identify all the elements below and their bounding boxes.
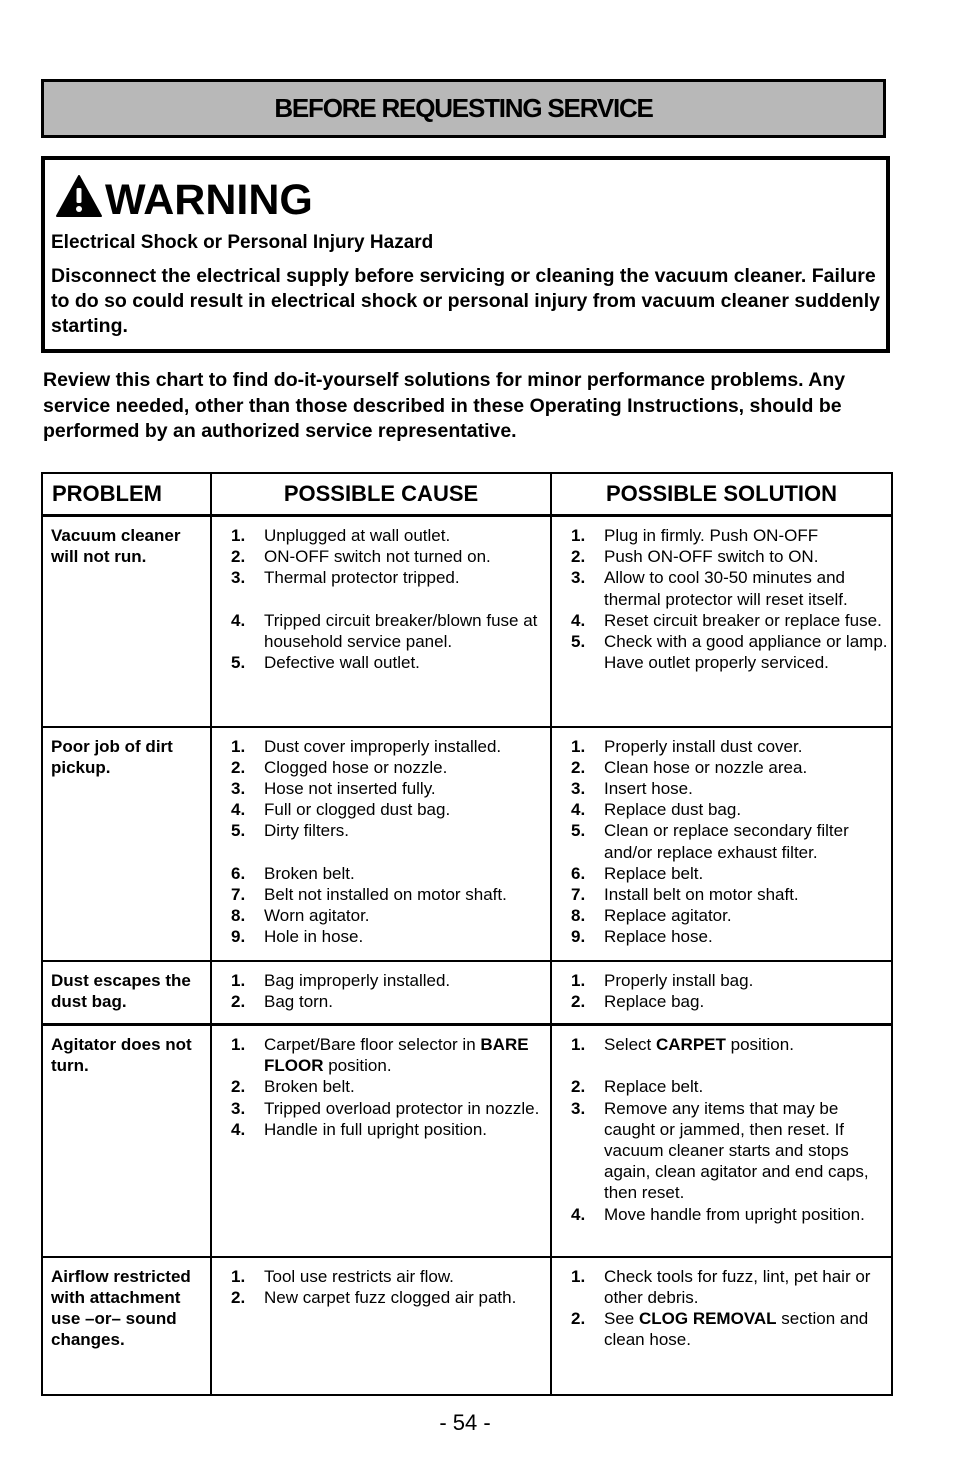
list-item <box>231 863 550 884</box>
item-text: Tool use restricts air flow. <box>264 1266 454 1286</box>
item-text: Properly install dust cover. <box>604 736 803 756</box>
item-text: Replace bag. <box>604 991 705 1011</box>
solution-cell <box>551 516 892 727</box>
item-number: 5. <box>231 653 246 673</box>
cause-cell <box>211 1257 551 1395</box>
item-text: Full or clogged dust bag. <box>264 800 451 820</box>
item-text-bold: CLOG REMOVAL <box>638 1308 777 1328</box>
item-number: 3. <box>231 778 246 798</box>
list-item <box>571 820 891 862</box>
item-text-bold: BARE FLOOR <box>264 1035 529 1076</box>
item-number: 2. <box>231 991 246 1011</box>
solution-list <box>552 962 891 1012</box>
warning-text: Disconnect the electrical supply before servicing or cleaning the vacuum cleaner. Failure to do so could result in electrical shock or personal injury from vacuum cleaner suddenly starting. <box>51 265 880 337</box>
item-number: 6. <box>231 863 246 883</box>
warning-triangle-icon <box>55 174 103 218</box>
item-text: Unplugged at wall outlet. <box>264 526 451 545</box>
cause-cell <box>211 1025 551 1257</box>
list-item <box>571 1308 891 1350</box>
item-number: 9. <box>231 927 246 947</box>
cause-list <box>212 1026 550 1140</box>
cause-cell <box>211 727 551 961</box>
list-item <box>571 610 891 631</box>
list-item <box>231 926 550 947</box>
solution-list <box>552 1026 891 1225</box>
header-cause: POSSIBLE CAUSE <box>211 473 551 516</box>
table-row <box>42 961 892 1025</box>
item-text: Hole in hose. <box>264 927 364 947</box>
item-text: Check tools for fuzz, lint, pet hair or other debris. <box>604 1266 871 1307</box>
item-text: Replace belt. <box>604 1077 704 1097</box>
item-text: Install belt on motor shaft. <box>604 884 799 904</box>
item-text: Clogged hose or nozzle. <box>264 757 448 777</box>
item-number: 1. <box>571 1266 586 1286</box>
item-text: Reset circuit breaker or replace fuse. <box>604 610 882 630</box>
item-text-part: position. <box>323 1056 392 1076</box>
item-text: Replace belt. <box>604 863 704 883</box>
solution-cell <box>551 1257 892 1395</box>
item-text: Broken belt. <box>264 1077 355 1097</box>
item-number: 8. <box>571 906 586 926</box>
item-number: 2. <box>231 547 246 567</box>
item-text <box>264 1034 550 1076</box>
item-number: 6. <box>571 863 586 883</box>
item-text: Worn agitator. <box>264 906 370 926</box>
item-number: 1. <box>231 736 246 756</box>
item-number: 4. <box>231 1119 246 1139</box>
item-text: Handle in full upright position. <box>264 1119 488 1139</box>
list-item <box>571 905 891 926</box>
item-text <box>604 1308 891 1350</box>
problem-cell: Poor job of dirt pickup. <box>42 727 211 961</box>
list-item <box>231 525 550 546</box>
item-text-part: Carpet/Bare floor selector in <box>264 1035 481 1054</box>
hazard-label: Electrical Shock or Personal Injury Hazard <box>51 232 434 253</box>
item-text: Bag torn. <box>264 991 333 1011</box>
list-item <box>571 1076 891 1097</box>
list-item <box>571 778 891 799</box>
page-number: - 54 - <box>439 1410 491 1435</box>
warning-box <box>41 156 890 353</box>
item-text: Tripped overload protector in nozzle. <box>264 1098 540 1118</box>
list-item <box>571 1098 891 1204</box>
list-item <box>231 991 550 1012</box>
item-number: 1. <box>231 970 246 990</box>
item-text: Thermal protector tripped. <box>264 568 460 588</box>
item-number: 2. <box>231 1077 246 1097</box>
item-number: 2. <box>231 757 246 777</box>
solution-cell <box>551 727 892 961</box>
list-item <box>231 1034 550 1076</box>
header-solution: POSSIBLE SOLUTION <box>551 473 892 516</box>
list-item <box>231 970 550 991</box>
list-item <box>571 525 891 546</box>
item-text: Dust cover improperly installed. <box>264 736 502 756</box>
item-number: 1. <box>571 970 586 990</box>
item-text: ON-OFF switch not turned on. <box>264 547 491 567</box>
item-text: Clean or replace secondary filter and/or replace exhaust filter. <box>604 821 849 862</box>
item-text: Check with a good appliance or lamp. Have outlet properly serviced. <box>604 632 888 673</box>
list-item <box>571 884 891 905</box>
warning-word: WARNING <box>105 176 313 224</box>
item-number: 4. <box>571 1204 586 1224</box>
item-number: 9. <box>571 927 586 947</box>
warning-heading <box>55 160 880 224</box>
list-item <box>571 1204 891 1225</box>
list-item <box>231 1076 550 1097</box>
solution-list <box>552 517 891 673</box>
intro-paragraph: Review this chart to find do-it-yourself solutions for minor performance problems. Any service needed, other than those described in these Operating Instructions, should be performed by an authorized service representative. <box>43 369 846 442</box>
item-text-part: Select <box>604 1035 656 1054</box>
list-item <box>571 926 891 947</box>
item-number: 7. <box>571 884 586 904</box>
item-text-part: section and clean hose. <box>604 1308 869 1350</box>
item-number: 1. <box>571 1035 586 1054</box>
item-text: Replace agitator. <box>604 906 732 926</box>
item-text: Insert hose. <box>604 778 693 798</box>
cause-list <box>212 728 550 948</box>
item-number: 3. <box>231 1098 246 1118</box>
item-number: 8. <box>231 906 246 926</box>
item-number: 5. <box>571 821 586 841</box>
item-text: Replace hose. <box>604 927 713 947</box>
solution-cell <box>551 1025 892 1257</box>
item-text: Allow to cool 30-50 minutes and thermal protector will reset itself. <box>604 568 848 609</box>
list-item <box>571 631 891 673</box>
list-item <box>231 1287 550 1308</box>
item-text: Plug in firmly. Push ON-OFF <box>604 526 819 545</box>
item-text: Remove any items that may be caught or jammed, then reset. If vacuum cleaner starts and stops again, clean agitator and end caps, then reset. <box>604 1098 869 1203</box>
list-item <box>571 970 891 991</box>
cause-cell <box>211 516 551 727</box>
table-row <box>42 1257 892 1395</box>
item-number: 7. <box>231 884 246 904</box>
cause-list <box>212 517 550 673</box>
item-number: 1. <box>231 526 246 545</box>
item-text: Properly install bag. <box>604 970 754 990</box>
cause-cell <box>211 961 551 1025</box>
list-item <box>231 546 550 567</box>
section-title-bar <box>41 79 886 138</box>
solution-cell <box>551 961 892 1025</box>
list-item <box>571 863 891 884</box>
problem-cell: Airflow restricted with attachment use –or– sound changes. <box>42 1257 211 1395</box>
item-text: Move handle from upright position. <box>604 1204 865 1224</box>
item-text: Clean hose or nozzle area. <box>604 757 808 777</box>
item-text-part: See <box>604 1308 639 1328</box>
list-item <box>231 1098 550 1119</box>
item-text: Replace dust bag. <box>604 800 742 820</box>
list-item <box>571 1266 891 1308</box>
item-text: Hose not inserted fully. <box>264 778 436 798</box>
list-item <box>231 1266 550 1287</box>
item-number: 4. <box>231 800 246 820</box>
cause-list <box>212 1258 550 1308</box>
item-number: 2. <box>571 1077 586 1097</box>
list-item <box>231 778 550 799</box>
list-item <box>231 652 550 673</box>
table-row <box>42 516 892 727</box>
list-item <box>231 610 550 652</box>
list-item <box>231 905 550 926</box>
item-number: 1. <box>231 1266 246 1286</box>
list-item <box>231 567 550 588</box>
list-item <box>571 757 891 778</box>
item-number: 4. <box>231 610 246 630</box>
solution-list <box>552 1258 891 1351</box>
item-text: Broken belt. <box>264 863 355 883</box>
section-title: BEFORE REQUESTING SERVICE <box>274 93 653 123</box>
item-number: 2. <box>231 1287 246 1307</box>
problem-cell: Vacuum cleaner will not run. <box>42 516 211 727</box>
list-item <box>571 1034 891 1055</box>
item-number: 1. <box>571 736 586 756</box>
item-text: New carpet fuzz clogged air path. <box>264 1287 517 1307</box>
item-number: 4. <box>571 800 586 820</box>
troubleshooting-table <box>41 472 893 1396</box>
table-row <box>42 727 892 961</box>
problem-cell: Agitator does not turn. <box>42 1025 211 1257</box>
item-text: Bag improperly installed. <box>264 970 451 990</box>
item-number: 2. <box>571 757 586 777</box>
item-number: 5. <box>231 821 246 841</box>
list-item <box>571 799 891 820</box>
item-text: Belt not installed on motor shaft. <box>264 884 507 904</box>
item-text-bold: CARPET <box>655 1035 726 1054</box>
list-item <box>231 799 550 820</box>
list-item <box>571 567 891 609</box>
list-item <box>231 757 550 778</box>
item-text: Push ON-OFF switch to ON. <box>604 547 819 567</box>
item-number: 4. <box>571 610 586 630</box>
item-text: Tripped circuit breaker/blown fuse at household service panel. <box>264 610 538 651</box>
item-text <box>604 1034 891 1055</box>
list-item <box>231 1119 550 1140</box>
item-number: 5. <box>571 632 586 652</box>
item-number: 3. <box>231 568 246 588</box>
problem-cell: Dust escapes the dust bag. <box>42 961 211 1025</box>
item-number: 2. <box>571 547 586 567</box>
item-number: 3. <box>571 568 586 588</box>
list-item <box>571 991 891 1012</box>
table-row <box>42 1025 892 1257</box>
cause-list <box>212 962 550 1012</box>
item-text: Defective wall outlet. <box>264 653 420 673</box>
item-text: Dirty filters. <box>264 821 349 841</box>
item-number: 1. <box>571 526 586 545</box>
item-text-part: position. <box>725 1035 794 1054</box>
list-item <box>231 736 550 757</box>
solution-list <box>552 728 891 948</box>
table-header-row <box>42 473 892 516</box>
item-number: 2. <box>571 1308 586 1328</box>
list-item <box>231 820 550 841</box>
item-number: 1. <box>231 1035 246 1054</box>
item-number: 3. <box>571 1098 586 1118</box>
list-item <box>231 884 550 905</box>
list-item <box>571 736 891 757</box>
item-number: 2. <box>571 991 586 1011</box>
header-problem: PROBLEM <box>42 473 211 516</box>
list-item <box>571 546 891 567</box>
item-number: 3. <box>571 778 586 798</box>
